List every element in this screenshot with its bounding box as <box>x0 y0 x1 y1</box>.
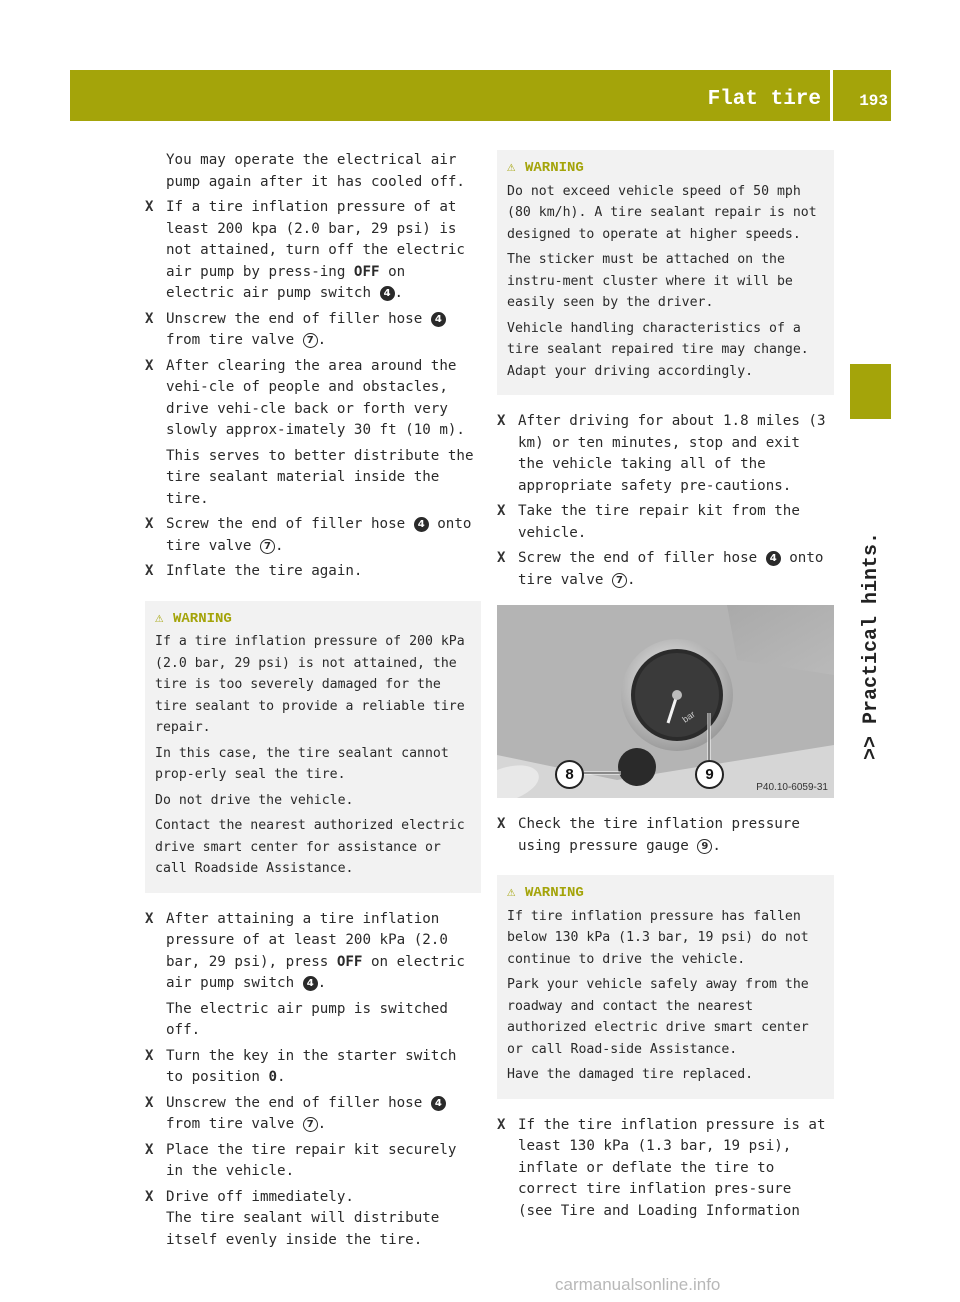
step-arrow-icon: X <box>145 516 154 532</box>
warning-box: ⚠ WARNING Do not exceed vehicle speed of 50 mph (80 km/h). A tire sealant repair is not designed to operate at higher speeds. The sticker must be attached on the instru-ment cluster where it will be easily seen by the driver. Vehicle handling characteristics of a tire sealant repaired tire may change. Adapt your driving accordingly. <box>497 150 834 395</box>
step-arrow-icon: X <box>145 199 154 215</box>
figure-code: P40.10-6059-31 <box>756 782 828 793</box>
page-header <box>70 70 891 121</box>
step-arrow-icon: X <box>497 1116 506 1133</box>
intro-text: You may operate the electrical air pump again after it has cooled off. <box>166 152 465 190</box>
step-item: X If the tire inflation pressure is at least 130 kPa (1.3 bar, 19 psi), inflate or deflate the tire to correct tire inflation pres-sure (see Tire and Loading Information <box>497 1116 826 1219</box>
step-item: X Unscrew the end of filler hose 4 from tire valve 7 . <box>145 309 481 352</box>
ref-7-icon: 7 <box>260 539 275 554</box>
ref-4-icon: 4 <box>431 1096 446 1111</box>
step-arrow-icon: X <box>497 503 506 519</box>
step-arrow-icon: X <box>497 816 506 832</box>
header-divider <box>830 70 833 121</box>
chapter-label: >> Practical hints. <box>860 531 883 760</box>
step-item: X Screw the end of filler hose 4 onto tire valve 7 . <box>497 550 824 588</box>
step-item: X After attaining a tire inflation pressure of at least 200 kPa (2.0 bar, 29 psi), press OFF on electric air pump switch 4 . <box>145 910 465 991</box>
watermark: carmanualsonline.info <box>555 1275 721 1294</box>
step-arrow-icon: X <box>145 1047 154 1064</box>
warning-triangle-icon: ⚠ <box>507 160 516 176</box>
left-column <box>145 150 481 1255</box>
warning-triangle-icon: ⚠ <box>507 885 516 901</box>
ref-4-icon: 4 <box>431 312 446 327</box>
step-item: X Inflate the tire again. <box>145 561 481 583</box>
step-item: X Take the tire repair kit from the vehicle. <box>497 503 800 541</box>
step-arrow-icon: X <box>145 357 154 374</box>
step-arrow-icon: X <box>497 413 506 429</box>
step-note: This serves to better distribute the tire sealant material inside the tire. <box>166 447 474 507</box>
step-arrow-icon: X <box>145 310 154 327</box>
ref-9-icon: 9 <box>697 839 712 854</box>
step-item: X Check the tire inflation pressure using pressure gauge 9 . <box>497 816 800 854</box>
ref-4-icon: 4 <box>303 976 318 991</box>
ref-4-icon: 4 <box>414 517 429 532</box>
warning-box: ⚠ WARNING If a tire inflation pressure of 200 kPa (2.0 bar, 29 psi) is not attained, the tire is too severely damaged for the tire sealant to provide a reliable tire repair. In this case, the tire sealant cannot prop-erly seal the tire. Do not drive the vehicle. Contact the nearest authorized electric drive smart center for assistance or call Roadside Assistance. <box>145 601 481 893</box>
svg-text:bar: bar <box>680 708 697 725</box>
step-item: X Turn the key in the starter switch to position 0. <box>145 1047 457 1085</box>
step-item: X Unscrew the end of filler hose 4 from tire valve 7 . <box>145 1093 481 1136</box>
step-arrow-icon: X <box>145 910 154 927</box>
pump-illustration <box>497 605 834 798</box>
ref-7-icon: 7 <box>303 1117 318 1132</box>
step-arrow-icon: X <box>497 550 506 566</box>
step-arrow-icon: X <box>145 1094 154 1111</box>
pump-gauge-photo <box>497 605 834 798</box>
ref-7-icon: 7 <box>612 573 627 588</box>
step-arrow-icon: X <box>145 1141 154 1158</box>
chapter-tab <box>850 364 891 419</box>
callout-9: 9 <box>695 760 724 789</box>
step-item: X After driving for about 1.8 miles (3 km) or ten minutes, stop and exit the vehicle taking all of the appropriate safety pre-cautions. <box>497 413 826 494</box>
step-arrow-icon: X <box>145 1188 154 1205</box>
step-item: X Drive off immediately. The tire sealant will distribute itself evenly inside the tire. <box>145 1188 440 1248</box>
step-arrow-icon: X <box>145 563 154 579</box>
step-item: X If a tire inflation pressure of at least 200 kpa (2.0 bar, 29 psi) is not attained, turn off the electric air pump by press-ing OFF on electric air pump switch 4 . <box>145 199 465 301</box>
step-item: X Screw the end of filler hose 4 onto tire valve 7 . <box>145 516 472 554</box>
ref-4-icon: 4 <box>380 286 395 301</box>
ref-4-icon: 4 <box>766 551 781 566</box>
step-item: X After clearing the area around the vehi-cle of people and obstacles, drive vehi-cle back or forth very slowly approx-imately 30 ft (10 m). <box>145 357 465 438</box>
right-column <box>497 150 834 1226</box>
ref-7-icon: 7 <box>303 333 318 348</box>
callout-8: 8 <box>555 760 584 789</box>
warning-box: ⚠ WARNING If tire inflation pressure has fallen below 130 kPa (1.3 bar, 19 psi) do not continue to drive the vehicle. Park your vehicle safely away from the roadway and contact the nearest authorized electric drive smart center or call Road-side Assistance. Have the damaged tire replaced. <box>497 875 834 1099</box>
step-item: X Place the tire repair kit securely in the vehicle. <box>145 1141 457 1179</box>
page-number: 193 <box>859 92 888 110</box>
step-note: The electric air pump is switched off. <box>166 1000 448 1038</box>
warning-triangle-icon: ⚠ <box>155 610 164 627</box>
section-title: Flat tire <box>707 88 821 111</box>
